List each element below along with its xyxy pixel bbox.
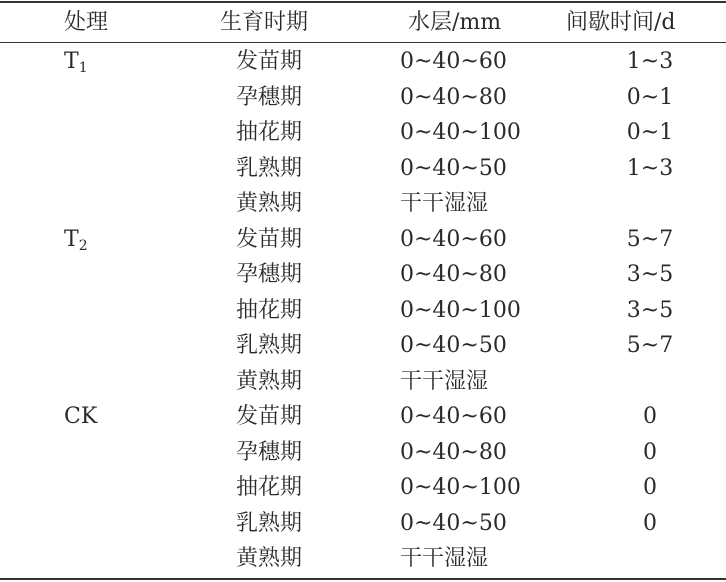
cell-water-layer: 0~40~60 [400,227,507,252]
cell-treatment [64,470,144,506]
cell-stage: 黄熟期 [236,369,303,394]
cell-interval [600,364,700,400]
cell-interval: 0 [643,440,657,465]
cell-stage: 孕穗期 [236,262,303,287]
header-interval: 间歇时间/d [566,10,676,35]
cell-treatment [64,186,144,222]
header-treatment: 处理 [64,10,109,35]
cell-treatment [64,257,144,293]
cell-stage: 黄熟期 [236,546,303,571]
cell-treatment [64,328,144,364]
cell-interval: 5~7 [626,333,674,358]
cell-water-layer: 干干湿湿 [400,191,489,216]
cell-stage: 发苗期 [236,227,303,252]
cell-interval: 3~5 [626,262,674,287]
cell-stage: 乳熟期 [236,511,303,536]
header-stage: 生育时期 [220,10,309,35]
table-bottom-rule [0,578,726,580]
cell-treatment [64,506,144,542]
cell-treatment [64,541,144,577]
cell-stage: 抽花期 [236,475,303,500]
cell-water-layer: 0~40~80 [400,440,507,465]
cell-interval: 0 [643,404,657,429]
cell-water-layer: 0~40~80 [400,262,507,287]
cell-water-layer: 0~40~80 [400,85,507,110]
cell-water-layer: 干干湿湿 [400,546,489,571]
cell-interval: 1~3 [626,49,674,74]
cell-interval: 0~1 [626,120,674,145]
table-top-rule [0,1,726,3]
cell-interval: 3~5 [626,298,674,323]
cell-stage: 乳熟期 [236,156,303,181]
cell-water-layer: 0~40~50 [400,333,507,358]
cell-interval: 0 [643,511,657,536]
cell-treatment [64,222,144,258]
cell-treatment [64,80,144,116]
cell-stage: 孕穗期 [236,440,303,465]
cell-treatment [64,364,144,400]
cell-treatment [64,151,144,187]
table-header-rule [0,42,726,43]
cell-treatment [64,44,144,80]
cell-treatment [64,435,144,471]
cell-stage: 发苗期 [236,49,303,74]
cell-treatment [64,115,144,151]
cell-stage: 抽花期 [236,298,303,323]
cell-stage: 发苗期 [236,404,303,429]
cell-stage: 黄熟期 [236,191,303,216]
cell-interval: 5~7 [626,227,674,252]
cell-treatment [64,293,144,329]
cell-stage: 孕穗期 [236,85,303,110]
cell-water-layer: 0~40~60 [400,49,507,74]
cell-water-layer: 0~40~100 [400,120,521,145]
cell-water-layer: 0~40~50 [400,511,507,536]
treatment-label: T [64,49,79,74]
treatment-label: T [64,227,79,252]
cell-interval: 0 [643,475,657,500]
cell-water-layer: 0~40~100 [400,475,521,500]
cell-water-layer: 0~40~100 [400,298,521,323]
cell-water-layer: 0~40~60 [400,404,507,429]
cell-interval: 0~1 [626,85,674,110]
cell-stage: 乳熟期 [236,333,303,358]
cell-interval [600,541,700,577]
treatment-subscript: 1 [78,60,88,76]
cell-water-layer: 0~40~50 [400,156,507,181]
cell-treatment [64,399,144,435]
cell-interval: 1~3 [626,156,674,181]
treatment-subscript: 2 [78,238,88,254]
cell-interval [600,186,700,222]
header-water-layer: 水层/mm [408,10,502,35]
cell-water-layer: 干干湿湿 [400,369,489,394]
treatment-label: CK [64,404,98,429]
cell-stage: 抽花期 [236,120,303,145]
